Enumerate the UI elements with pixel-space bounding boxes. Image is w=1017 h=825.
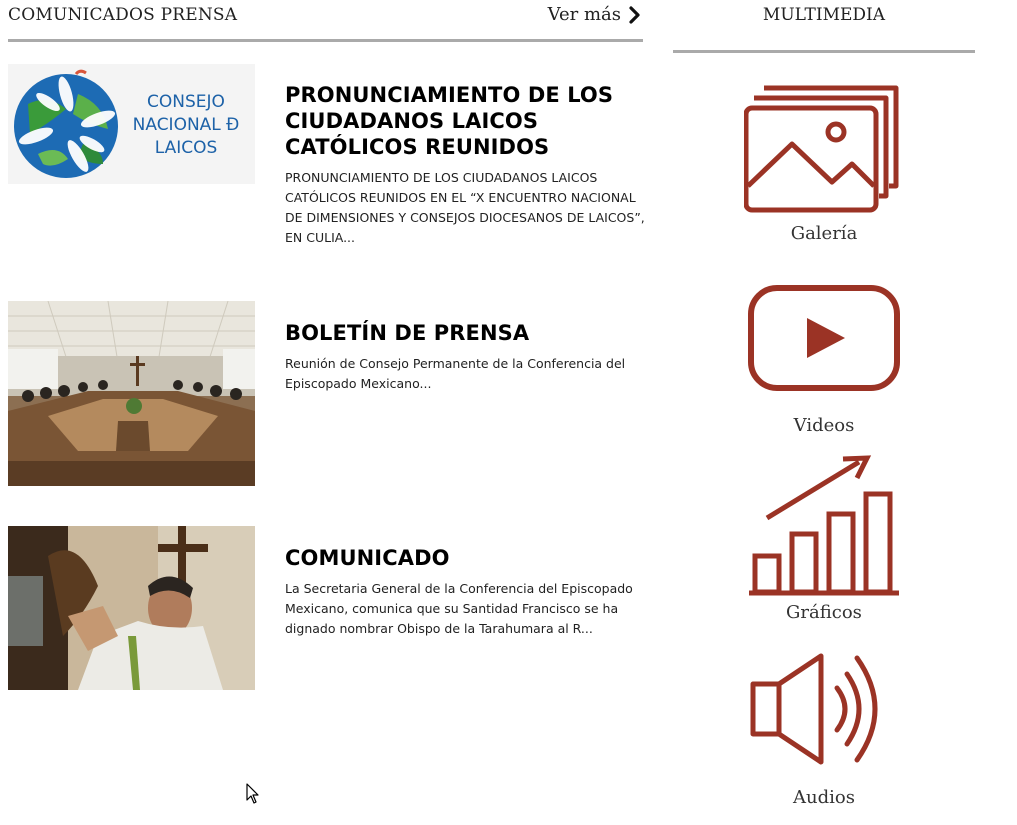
news-title[interactable]: PRONUNCIAMIENTO DE LOS CIUDADANOS LAICOS CATÓLICOS REUNIDOS <box>285 83 614 159</box>
chevron-right-icon <box>629 6 641 24</box>
comunicados-header <box>8 0 643 42</box>
news-item[interactable] <box>8 526 643 696</box>
logo-line-1: CONSEJO <box>147 92 225 112</box>
bishop-photo[interactable] <box>8 526 255 690</box>
ver-mas-label: Ver más <box>547 4 621 25</box>
video-play-icon <box>747 284 901 392</box>
multimedia-header <box>673 0 975 53</box>
news-item[interactable] <box>8 301 643 491</box>
news-excerpt: Reunión de Consejo Permanente de la Conferencia del Episcopado Mexicano... <box>285 356 626 391</box>
multimedia-audios[interactable] <box>673 650 975 808</box>
news-title[interactable]: COMUNICADO <box>285 546 450 570</box>
bar-chart-icon <box>747 454 901 596</box>
logo-line-2: NACIONAL Ð <box>132 115 240 135</box>
multimedia-label: Videos <box>793 415 855 436</box>
ver-mas-link[interactable] <box>548 4 641 25</box>
news-title[interactable]: BOLETÍN DE PRENSA <box>285 321 530 345</box>
multimedia-label: Gráficos <box>786 602 862 623</box>
consejo-laicos-logo[interactable] <box>8 64 255 184</box>
gallery-icon <box>744 82 904 214</box>
logo-line-3: LAICOS <box>154 138 218 158</box>
multimedia-galeria[interactable] <box>673 82 975 244</box>
multimedia-videos[interactable] <box>673 284 975 436</box>
news-item[interactable] <box>8 64 643 264</box>
multimedia-graficos[interactable] <box>673 454 975 623</box>
news-excerpt: PRONUNCIAMIENTO DE LOS CIUDADANOS LAICOS CATÓLICOS REUNIDOS EN EL “X ENCUENTRO NACIONAL DE DIMENSIONES Y CONSEJOS DIOCESANOS DE LAICOS”, EN CULIA... <box>285 170 645 245</box>
news-excerpt: La Secretaria General de la Conferencia del Episcopado Mexicano, comunica que su Santidad Francisco se ha dignado nombrar Obispo de la Tarahumara al R... <box>285 581 633 636</box>
mouse-cursor-icon <box>246 783 260 805</box>
multimedia-label: Audios <box>793 787 855 808</box>
meeting-photo[interactable] <box>8 301 255 486</box>
multimedia-label: Galería <box>790 223 858 244</box>
speaker-icon <box>747 650 901 768</box>
section-title-multimedia: MULTIMEDIA <box>762 5 886 25</box>
section-title: COMUNICADOS PRENSA <box>8 5 238 25</box>
